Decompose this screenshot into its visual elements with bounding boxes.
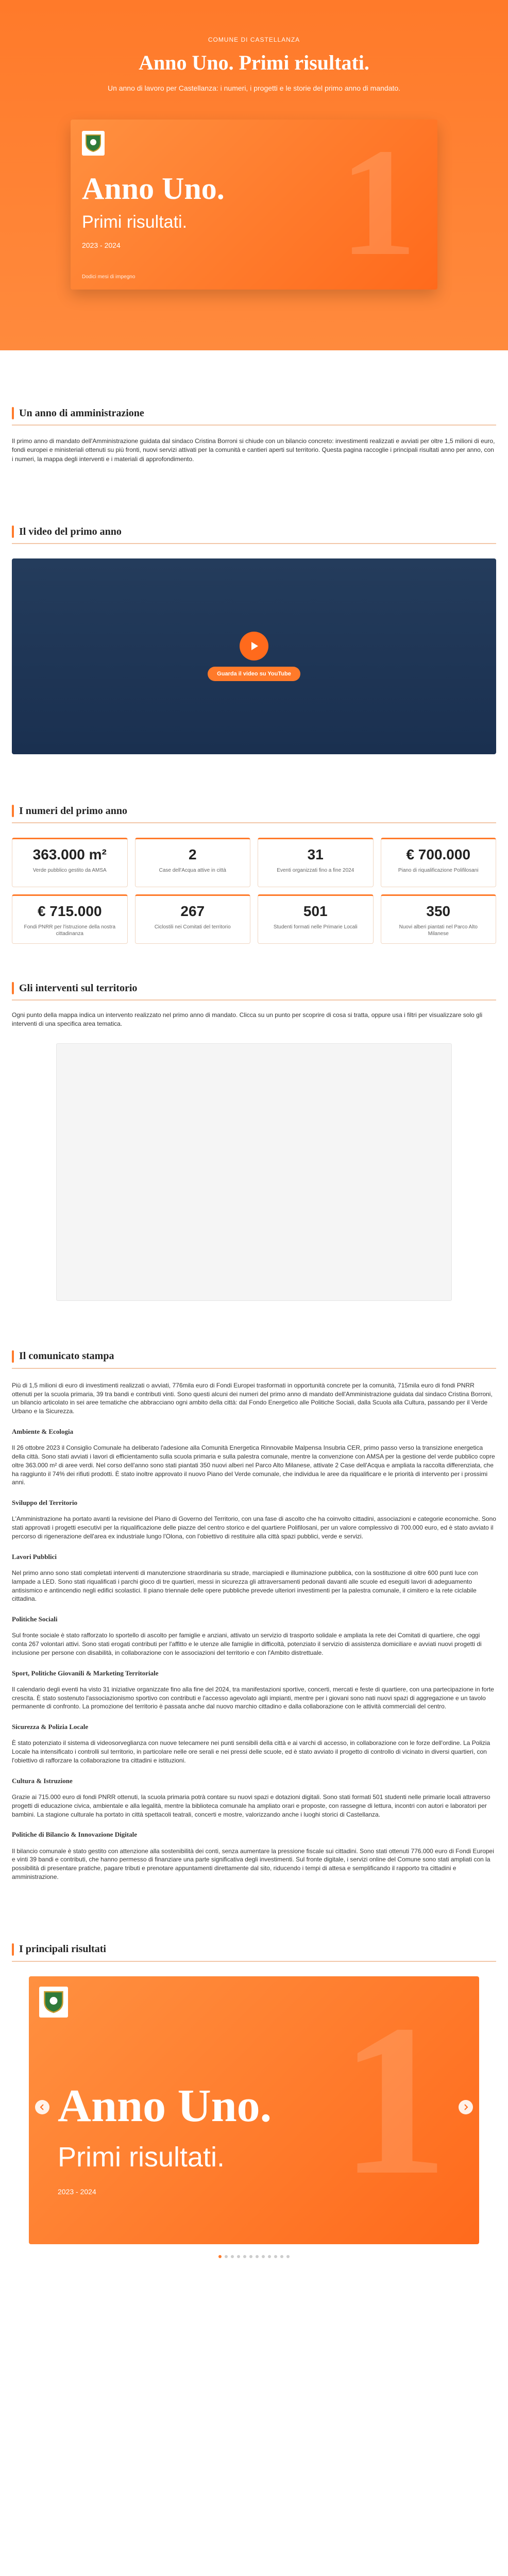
highlights-section [12, 1943, 496, 2281]
press-heading: Sicurezza & Polizia Locale [12, 1723, 89, 1731]
highlights-carousel-slide [29, 1976, 479, 2244]
hero-eyebrow: COMUNE DI CASTELLANZA [208, 36, 300, 43]
carousel-dot[interactable] [231, 2255, 234, 2258]
carousel-dot[interactable] [243, 2255, 246, 2258]
hero-card-years: 2023 - 2024 [82, 241, 121, 249]
divider [12, 1961, 496, 1962]
press-heading: Ambiente & Ecologia [12, 1427, 74, 1435]
numbers-row-2 [12, 894, 496, 944]
hero-card [71, 120, 437, 290]
stat-card: 501 Studenti formati nelle Primarie Locali [258, 894, 374, 944]
video-title: Il video del primo anno [12, 526, 496, 538]
carousel-dot[interactable] [274, 2255, 277, 2258]
hero-card-footer: Dodici mesi di impegno [82, 274, 136, 280]
title-accent-bar [12, 526, 14, 538]
carousel-dot[interactable] [286, 2255, 290, 2258]
highlights-title: I principali risultati [12, 1943, 496, 1956]
highlights-card-title: Anno Uno. [58, 2080, 272, 2131]
crest-icon [39, 1987, 68, 2018]
stat-card: € 700.000 Piano di riqualificazione Polifilosani [381, 838, 497, 887]
stat-card: 2 Case dell'Acqua attive in città [135, 838, 251, 887]
press-heading: Sviluppo del Territorio [12, 1499, 78, 1507]
press-heading: Cultura & Istruzione [12, 1776, 73, 1785]
numbers-section [12, 805, 496, 944]
press-paragraph: Il 26 ottobre 2023 il Consiglio Comunale ha deliberato l'adesione alla Comunità Energetica Rinnovabile Malpensa Insubria CER, primo passo verso la transizione energetica della città. Sono stati avviati i lavori di efficientamento sulla scuola primaria e sulla palestra comunale, mentre la convenzione con AMSA per la gestione del verde pubblico copre oltre 363.000 m² di aree verdi. Nel corso dell'anno sono stati piantati 350 nuovi alberi nel Parco Alto Milanese, attivate 2 Case dell'Acqua e ampliata la raccolta differenziata, che ha raggiunto il 74% dei rifiuti prodotti. È stato inoltre approvato il nuovo Piano del Verde comunale, che individua le aree da riqualificare e le priorità di intervento per i prossimi anni. [12, 1444, 495, 1486]
highlights-big-number: 1 [340, 1979, 448, 2219]
divider [12, 1368, 496, 1369]
press-lead: Più di 1,5 milioni di euro di investimenti realizzati o avviati, 776mila euro di Fondi Europei trasformati in opportunità concrete per la comunità, 715mila euro di fondi PNRR ottenuti per la scuola primaria, 39 tra bandi e contributi vinti. Sono questi alcuni dei numeri del primo anno di mandato dell'Amministrazione guidata dal sindaco Cristina Borroni, un bilancio articolato in sei aree tematiche che abbracciano ogni ambito della città: dal Fondo Energetico alle Politiche Sociali, dalla Scuola alla Cultura, passando per il Verde Urbano e la Sicurezza. [12, 1381, 493, 1415]
territory-section [12, 982, 496, 1301]
press-paragraph: Nel primo anno sono stati completati interventi di manutenzione straordinaria su strade, marciapiedi e illuminazione pubblica, con la sostituzione di oltre 600 punti luce con lampade a LED. Sono stati riqualificati i parchi gioco di tre quartieri, messi in sicurezza gli attraversamenti pedonali davanti alle scuole ed eseguiti lavori di adeguamento antisismico e antincendio negli edifici scolastici. Il piano triennale delle opere pubbliche prevede ulteriori investimenti per la palestra comunale, il cimitero e la rete ciclabile cittadina. [12, 1569, 478, 1603]
divider [12, 543, 496, 544]
divider [12, 999, 496, 1001]
title-accent-bar [12, 982, 14, 994]
press-heading: Sport, Politiche Giovanili & Marketing Territoriale [12, 1669, 159, 1677]
play-icon[interactable] [240, 632, 268, 660]
highlights-card-subtitle: Primi risultati. [58, 2141, 225, 2173]
numbers-row-1 [12, 838, 496, 887]
intro-text: Il primo anno di mandato dell'Amministrazione guidata dal sindaco Cristina Borroni si chiude con un bilancio concreto: investimenti realizzati e avviati per oltre 1,5 milioni di euro, fondi europei e ministeriali ottenuti su più fronti, nuovi servizi attivati per la comunità e cantieri aperti sul territorio. Questa pagina raccoglie i principali risultati anno per anno, con i numeri, la mappa degli interventi e i materiali di approfondimento. [12, 437, 495, 463]
press-paragraph: Grazie ai 715.000 euro di fondi PNRR ottenuti, la scuola primaria potrà contare su nuovi spazi e dotazioni digitali. Sono stati formati 501 studenti nelle primarie locali attraverso progetti di educazione civica, ambientale e alla legalità, mentre la biblioteca comunale ha ampliato orari e proposte, con rassegne di lettura, incontri con autori e laboratori per bambini. La stagione culturale ha portato in città spettacoli teatrali, concerti e mostre, valorizzando anche i luoghi storici di Castellanza. [12, 1793, 490, 1818]
hero-tagline: Un anno di lavoro per Castellanza: i numeri, i progetti e le storie del primo anno di mandato. [107, 84, 401, 92]
video-section [12, 526, 496, 754]
carousel-next-icon[interactable] [459, 2100, 473, 2114]
hero-card-big-number: 1 [340, 120, 417, 287]
title-accent-bar [12, 1943, 14, 1956]
hero-headline: Anno Uno. Primi risultati. [139, 51, 369, 74]
stat-card: 363.000 m² Verde pubblico gestito da AMSA [12, 838, 128, 887]
divider [12, 822, 496, 823]
carousel-dot[interactable] [218, 2255, 222, 2258]
divider [12, 425, 496, 426]
press-body [12, 1381, 496, 1882]
crest-icon [82, 131, 105, 156]
press-heading: Politiche di Bilancio & Innovazione Digitale [12, 1831, 138, 1839]
press-paragraph: Sul fronte sociale è stato rafforzato lo sportello di ascolto per famiglie e anziani, attivato un servizio di trasporto solidale e ampliata la rete dei Comitati di quartiere, che oggi conta 267 volontari attivi. Sono stati erogati contributi per l'affitto e le utenze alle famiglie in difficoltà, potenziato il servizio di assistenza domiciliare e avviati nuovi progetti di inclusione per persone con disabilità, in collaborazione con le associazioni del territorio e con l'Ambito distrettuale. [12, 1632, 482, 1656]
stat-card: 267 Ciclostili nei Comitati del territorio [135, 894, 251, 944]
carousel-dot[interactable] [256, 2255, 259, 2258]
carousel-dot[interactable] [225, 2255, 228, 2258]
interventions-map[interactable] [56, 1043, 452, 1301]
hero-card-subtitle: Primi risultati. [82, 212, 188, 232]
hero [0, 0, 508, 350]
title-accent-bar [12, 805, 14, 817]
stat-card: 31 Eventi organizzati fino a fine 2024 [258, 838, 374, 887]
press-paragraph: L'Amministrazione ha portato avanti la revisione del Piano di Governo del Territorio, con una fase di ascolto che ha coinvolto cittadini, associazioni e categorie economiche. Sono stati approvati i progetti esecutivi per la riqualificazione delle piazze del centro storico e del quartiere Polifilosani, per un valore complessivo di 700.000 euro, ed è stato avviato il percorso di rigenerazione dell'area ex industriale lungo l'Olona, con l'obiettivo di restituire alla città spazi pubblici, verde e servizi. [12, 1515, 496, 1540]
carousel-dot[interactable] [280, 2255, 283, 2258]
press-section [12, 1350, 496, 1882]
press-title: Il comunicato stampa [12, 1350, 496, 1363]
press-heading: Lavori Pubblici [12, 1552, 57, 1561]
hero-card-title: Anno Uno. [82, 172, 225, 206]
press-paragraph: È stato potenziato il sistema di videosorveglianza con nuove telecamere nei punti sensibili della città e ai varchi di accesso, in collaborazione con le forze dell'ordine. La Polizia Locale ha intensificato i controlli sul territorio, in particolare nelle ore serali e nei pressi delle scuole, ed è stato avviato il progetto di controllo di vicinato in diversi quartieri, con l'obiettivo di rafforzare la collaborazione tra cittadini e istituzioni. [12, 1739, 490, 1765]
press-paragraph: Il calendario degli eventi ha visto 31 iniziative organizzate fino alla fine del 2024, tra manifestazioni sportive, concerti, mercati e feste di quartiere, con una partecipazione in forte crescita. È stato sostenuto l'associazionismo sportivo con contributi e l'accesso agevolato agli impianti, mentre per i giovani sono nati nuovi spazi di aggregazione e un tavolo permanente di confronto. La promozione del territorio è passata anche dal nuovo marchio cittadino e dalla collaborazione con le attività commerciali del centro. [12, 1685, 494, 1710]
stat-card: € 715.000 Fondi PNRR per l'istruzione della nostra cittadinanza [12, 894, 128, 944]
territory-title: Gli interventi sul territorio [12, 982, 496, 994]
stat-card: 350 Nuovi alberi piantati nel Parco Alto Milanese [381, 894, 497, 944]
press-paragraph: Il bilancio comunale è stato gestito con attenzione alla sostenibilità dei conti, senza aumentare la pressione fiscale sui cittadini. Sono stati ottenuti 776.000 euro di Fondi Europei e vinti 39 bandi e contributi, che hanno permesso di finanziare una parte significativa degli investimenti. Sul fronte digitale, i servizi online del Comune sono stati ampliati con la possibilità di presentare pratiche, pagare tributi e prenotare appuntamenti direttamente dal sito, riducendo i tempi di attesa e semplificando il rapporto tra cittadini e amministrazione. [12, 1847, 494, 1880]
video-player[interactable] [12, 558, 496, 754]
numbers-title: I numeri del primo anno [12, 805, 496, 817]
highlights-card-years: 2023 - 2024 [58, 2187, 96, 2196]
carousel-dots [12, 2251, 496, 2261]
title-accent-bar [12, 407, 14, 419]
carousel-dot[interactable] [268, 2255, 271, 2258]
intro-section [12, 350, 496, 479]
press-heading: Politiche Sociali [12, 1615, 58, 1623]
carousel-dot[interactable] [237, 2255, 240, 2258]
youtube-button[interactable]: Guarda il video su YouTube [208, 667, 300, 681]
carousel-dot[interactable] [262, 2255, 265, 2258]
carousel-dot[interactable] [249, 2255, 252, 2258]
carousel-prev-icon[interactable] [35, 2100, 49, 2114]
intro-title: Un anno di amministrazione [12, 407, 496, 419]
territory-text: Ogni punto della mappa indica un intervento realizzato nel primo anno di mandato. Clicca su un punto per scoprire di cosa si tratta, oppure usa i filtri per visualizzare solo gli interventi di una specifica area tematica. [12, 1011, 483, 1028]
title-accent-bar [12, 1350, 14, 1363]
